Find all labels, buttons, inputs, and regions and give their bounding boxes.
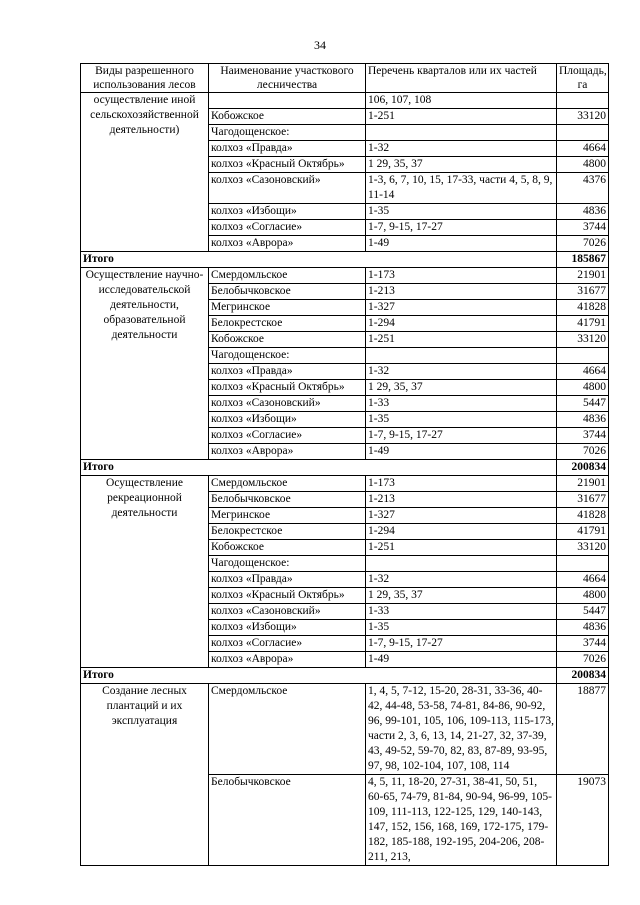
area-cell: 4664 — [557, 364, 609, 380]
quarters-cell: 1-7, 9-15, 17-27 — [366, 428, 557, 444]
quarters-cell: 1-49 — [366, 652, 557, 668]
quarters-cell: 1-173 — [366, 268, 557, 284]
quarters-cell: 1-7, 9-15, 17-27 — [366, 636, 557, 652]
quarters-cell: 1-33 — [366, 604, 557, 620]
forestry-cell: Кобожское — [209, 109, 366, 125]
quarters-cell: 1-35 — [366, 204, 557, 220]
forestry-cell: Смердомльское — [209, 684, 366, 775]
total-row — [81, 460, 609, 476]
total-value: 185867 — [557, 252, 609, 268]
quarters-cell: 1-251 — [366, 540, 557, 556]
area-cell: 3744 — [557, 428, 609, 444]
forestry-cell: Кобожское — [209, 540, 366, 556]
header-forestry: Наименование участкового лесничества — [209, 64, 366, 93]
quarters-cell: 4, 5, 11, 18-20, 27-31, 38-41, 50, 51, 60-65, 74-79, 81-84, 90-94, 96-99, 105-109, 111-113, 122-125, 129, 140-143, 147, 152, 156, 168, 169, 172-175, 179-182, 185-188, 192-195, 204-206, 208-211, 213, — [366, 775, 557, 866]
forestry-cell: колхоз «Сазоновский» — [209, 396, 366, 412]
quarters-cell: 1-7, 9-15, 17-27 — [366, 220, 557, 236]
forestry-cell: Смердомльское — [209, 476, 366, 492]
forestry-cell: колхоз «Избощи» — [209, 204, 366, 220]
quarters-cell: 1 29, 35, 37 — [366, 380, 557, 396]
forestry-cell: Белокрестское — [209, 316, 366, 332]
quarters-cell: 1-32 — [366, 572, 557, 588]
use-kind-cell: Создание лесных плантаций и их эксплуатация — [81, 684, 209, 866]
forestry-cell: колхоз «Аврора» — [209, 652, 366, 668]
use-kind-cell: Осуществление научно-исследовательской деятельности, образовательной деятельности — [81, 268, 209, 460]
forestry-cell: Белокрестское — [209, 524, 366, 540]
total-value: 200834 — [557, 460, 609, 476]
area-cell: 33120 — [557, 332, 609, 348]
area-cell: 41828 — [557, 300, 609, 316]
forestry-cell: Белобычковское — [209, 284, 366, 300]
area-cell: 41828 — [557, 508, 609, 524]
header-kind: Виды разрешенного использования лесов — [81, 64, 209, 93]
area-cell — [557, 556, 609, 572]
quarters-cell: 1-49 — [366, 236, 557, 252]
area-cell: 3744 — [557, 636, 609, 652]
quarters-cell: 1-213 — [366, 492, 557, 508]
use-kind-cell: Осуществление рекреационной деятельности — [81, 476, 209, 668]
forestry-cell: Смердомльское — [209, 268, 366, 284]
area-cell: 4800 — [557, 157, 609, 173]
quarters-cell: 1, 4, 5, 7-12, 15-20, 28-31, 33-36, 40-42, 44-48, 53-58, 74-81, 84-86, 90-92, 96, 99-101, 105, 106, 109-113, 115-173, части 2, 3, 6, 13, 14, 21-27, 32, 37-39, 43, 49-52, 59-70, 82, 83, 87-89, 93-95, 97, 98, 102-104, 107, 108, 114 — [366, 684, 557, 775]
area-cell — [557, 348, 609, 364]
total-label: Итого — [81, 460, 557, 476]
page-number: 34 — [314, 38, 326, 52]
area-cell — [557, 93, 609, 109]
quarters-cell: 1-32 — [366, 141, 557, 157]
quarters-cell: 1-251 — [366, 109, 557, 125]
area-cell: 4664 — [557, 141, 609, 157]
area-cell: 31677 — [557, 284, 609, 300]
forestry-cell: колхоз «Правда» — [209, 141, 366, 157]
area-cell: 33120 — [557, 109, 609, 125]
forestry-cell: колхоз «Красный Октябрь» — [209, 380, 366, 396]
area-cell: 4376 — [557, 173, 609, 204]
forestry-cell: колхоз «Правда» — [209, 364, 366, 380]
forestry-cell: Чагодощенское: — [209, 348, 366, 364]
area-cell: 31677 — [557, 492, 609, 508]
quarters-cell: 1 29, 35, 37 — [366, 157, 557, 173]
area-cell: 19073 — [557, 775, 609, 866]
area-cell: 18877 — [557, 684, 609, 775]
area-cell: 21901 — [557, 268, 609, 284]
area-cell: 41791 — [557, 316, 609, 332]
total-label: Итого — [81, 252, 557, 268]
quarters-cell: 1-35 — [366, 620, 557, 636]
total-label: Итого — [81, 668, 557, 684]
forestry-cell: колхоз «Согласие» — [209, 220, 366, 236]
area-cell: 7026 — [557, 444, 609, 460]
quarters-cell: 1-173 — [366, 476, 557, 492]
area-cell: 21901 — [557, 476, 609, 492]
header-area: Площадь, га — [557, 64, 609, 93]
table-row — [81, 476, 609, 492]
total-value: 200834 — [557, 668, 609, 684]
quarters-cell: 1 29, 35, 37 — [366, 588, 557, 604]
quarters-cell — [366, 556, 557, 572]
use-kind-cell: осуществление иной сельскохозяйственной деятельности) — [81, 93, 209, 252]
quarters-cell: 106, 107, 108 — [366, 93, 557, 109]
quarters-cell: 1-294 — [366, 524, 557, 540]
forestry-cell: колхоз «Избощи» — [209, 620, 366, 636]
forestry-cell: колхоз «Красный Октябрь» — [209, 157, 366, 173]
quarters-cell: 1-35 — [366, 412, 557, 428]
area-cell: 5447 — [557, 396, 609, 412]
area-cell: 4836 — [557, 204, 609, 220]
area-cell: 4664 — [557, 572, 609, 588]
forestry-cell: колхоз «Избощи» — [209, 412, 366, 428]
area-cell: 3744 — [557, 220, 609, 236]
area-cell: 7026 — [557, 652, 609, 668]
quarters-cell — [366, 125, 557, 141]
table-row — [81, 268, 609, 284]
forestry-cell: колхоз «Аврора» — [209, 444, 366, 460]
forestry-cell: колхоз «Сазоновский» — [209, 173, 366, 204]
forestry-cell: Чагодощенское: — [209, 556, 366, 572]
area-cell: 33120 — [557, 540, 609, 556]
quarters-cell: 1-327 — [366, 300, 557, 316]
header-row — [81, 64, 609, 93]
forestry-cell: колхоз «Аврора» — [209, 236, 366, 252]
forestry-cell: Белобычковское — [209, 775, 366, 866]
area-cell: 4800 — [557, 588, 609, 604]
forestry-cell: колхоз «Согласие» — [209, 636, 366, 652]
quarters-cell: 1-251 — [366, 332, 557, 348]
quarters-cell: 1-3, 6, 7, 10, 15, 17-33, части 4, 5, 8, 9, 11-14 — [366, 173, 557, 204]
forest-use-table — [80, 63, 609, 866]
header-quarters: Перечень кварталов или их частей — [366, 64, 557, 93]
area-cell: 7026 — [557, 236, 609, 252]
area-cell: 5447 — [557, 604, 609, 620]
quarters-cell: 1-32 — [366, 364, 557, 380]
area-cell: 4836 — [557, 412, 609, 428]
forestry-cell: колхоз «Красный Октябрь» — [209, 588, 366, 604]
forestry-cell: Белобычковское — [209, 492, 366, 508]
forestry-cell: Кобожское — [209, 332, 366, 348]
forestry-cell: колхоз «Правда» — [209, 572, 366, 588]
total-row — [81, 252, 609, 268]
total-row — [81, 668, 609, 684]
forestry-cell: Мегринское — [209, 508, 366, 524]
quarters-cell: 1-294 — [366, 316, 557, 332]
table-row — [81, 93, 609, 109]
area-cell: 41791 — [557, 524, 609, 540]
forestry-cell: Чагодощенское: — [209, 125, 366, 141]
area-cell: 4800 — [557, 380, 609, 396]
forestry-cell — [209, 93, 366, 109]
forestry-cell: колхоз «Согласие» — [209, 428, 366, 444]
area-cell: 4836 — [557, 620, 609, 636]
forestry-cell: Мегринское — [209, 300, 366, 316]
quarters-cell: 1-327 — [366, 508, 557, 524]
quarters-cell — [366, 348, 557, 364]
quarters-cell: 1-33 — [366, 396, 557, 412]
area-cell — [557, 125, 609, 141]
table-row — [81, 684, 609, 775]
forestry-cell: колхоз «Сазоновский» — [209, 604, 366, 620]
quarters-cell: 1-49 — [366, 444, 557, 460]
quarters-cell: 1-213 — [366, 284, 557, 300]
